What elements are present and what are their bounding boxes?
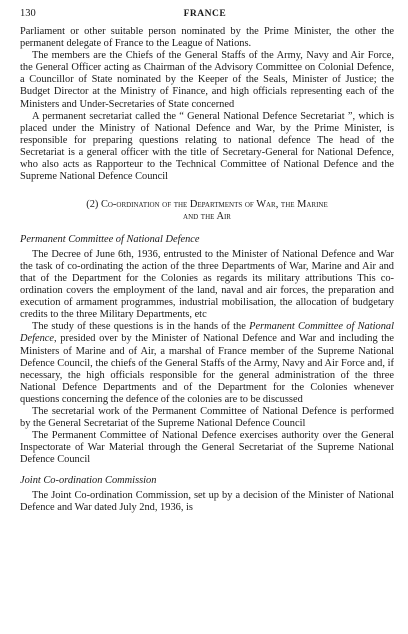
paragraph-decree: The Decree of June 6th, 1936, entrusted to the Minister of National Defence and War the task of co-ordinating the action of the three Departments of War, Marine and Air and that of the Department for the Colonies as regards its military attributions This co-ordination covers the employment of the land, naval and air forces, the preparation and execution of armament programmes, industrial mobilisation, the allocation of budgetary credits to the three Military Departments, etc <box>20 248 394 321</box>
paragraph-study <box>20 321 394 406</box>
running-title: FRANCE <box>183 9 227 19</box>
section-heading-line-2: and the Air <box>183 211 231 223</box>
paragraph-secretariat: A permanent secretariat called the “ General National Defence Secretariat ”, which is placed under the Ministry of National Defence and War, by the Prime Minister, is responsible for preparing questions relating to national defence The head of the Secretariat is a general officer with the title of Secretary-General for National Defence, who also acts as Rapporteur to the Technical Committee of National Defence and the Supreme National Defence Council <box>20 110 394 183</box>
subheading-joint-commission: Joint Co-ordination Commission <box>20 474 157 486</box>
paragraph-members: The members are the Chiefs of the General Staffs of the Army, Navy and Air Force, the General Officer acting as Chairman of the Advisory Committee on Colonial Defence, a Councillor of State nominated by the Keeper of the Seals, Minister of Justice; the Budget Director at the Ministry of Finance, and high officials representing each of the Ministers and Under-Secretaries of State concerned <box>20 50 394 110</box>
section-heading-line-1: (2) Co-ordination of the Departments of War, the Marine <box>86 199 328 211</box>
paragraph-joint-commission: The Joint Co-ordination Commission, set up by a decision of the Minister of National Defence and War dated July 2nd, 1936, is <box>20 489 394 513</box>
page-header <box>20 8 394 24</box>
section-heading <box>20 199 394 223</box>
paragraph-continuation: Parliament or other suitable person nominated by the Prime Minister, the other the permanent delegate of France to the League of Nations. <box>20 26 394 50</box>
paragraph-study-after: , presided over by the Minister of National Defence and War and including the Ministers of Marine and of Air, a marshal of France member of the Supreme National Defence Council, the chiefs of the General Staffs of the Army, Navy and Air Force and, if necessary, the high officials responsible for the general administration of the three National Defence Departments and of the Department for the Colonies whenever questions concerning the defence of the colonies are to be discussed <box>20 333 394 405</box>
page-number: 130 <box>20 8 36 19</box>
paragraph-authority: The Permanent Committee of National Defence exercises authority over the General Inspectorate of War Material through the General Secretariat of the Supreme National Defence Council <box>20 430 394 466</box>
paragraph-study-before: The study of these questions is in the hands of the <box>32 321 250 333</box>
paragraph-study-italic: Permanent Committee of National Defence <box>20 321 394 345</box>
paragraph-secretarial-work: The secretarial work of the Permanent Committee of National Defence is performed by the General Secretariat of the Supreme National Defence Council <box>20 406 394 430</box>
subheading-permanent-committee: Permanent Committee of National Defence <box>20 233 200 245</box>
